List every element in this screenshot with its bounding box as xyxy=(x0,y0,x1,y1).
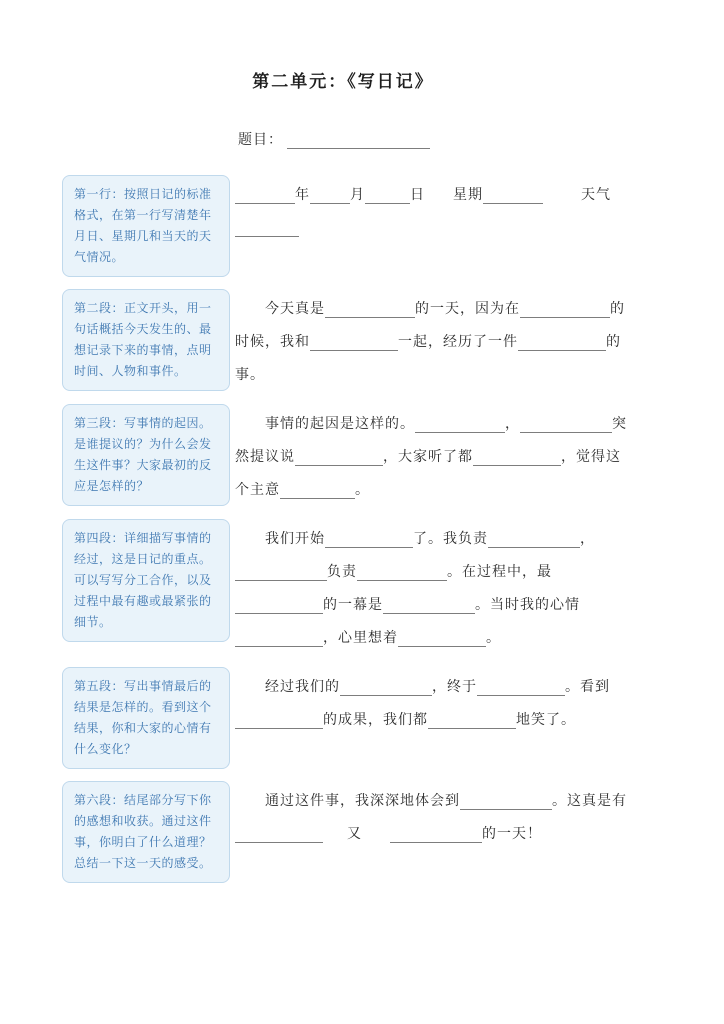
hint-text: 第六段：结尾部分写下你的感想和收获。通过这件事，你明白了什么道理？总结一下这一天的感受。 xyxy=(74,793,212,870)
para-line xyxy=(235,818,627,851)
para-line xyxy=(235,212,624,245)
para-text: 的 xyxy=(610,301,625,317)
hint-text: 第二段：正文开头，用一句话概括今天发生的、最想记录下来的事情，点明时间、人物和事件。 xyxy=(74,301,212,378)
hint-box xyxy=(62,667,230,769)
para-line xyxy=(235,179,624,212)
para-text: 的一天，因为在 xyxy=(415,301,520,317)
para-text: 日 xyxy=(410,187,425,203)
para-text: 的 xyxy=(606,334,621,350)
para-line xyxy=(235,622,624,655)
para-text: 。看到 xyxy=(565,679,610,695)
blank-field[interactable] xyxy=(520,415,612,433)
spacer xyxy=(362,837,390,838)
page-title: 第二单元：《写日记》 xyxy=(252,72,434,92)
blank-field[interactable] xyxy=(340,678,432,696)
para-line xyxy=(235,704,624,737)
para-text: 负责 xyxy=(327,564,357,580)
para-text: 。这真是有 xyxy=(552,793,627,809)
blank-field[interactable] xyxy=(295,448,383,466)
para-text: 突 xyxy=(612,416,627,432)
para-text: 。 xyxy=(355,482,370,498)
hint-text: 第三段：写事情的起因。是谁提议的？为什么会发生这件事？大家最初的反应是怎样的？ xyxy=(74,416,212,493)
blank-field[interactable] xyxy=(477,678,565,696)
blank-field[interactable] xyxy=(460,792,552,810)
para-text: 。在过程中，最 xyxy=(447,564,552,580)
paragraph xyxy=(235,175,624,245)
hint-box xyxy=(62,404,230,506)
spacer xyxy=(235,312,265,313)
para-text: 的一幕是 xyxy=(323,597,383,613)
section-row-4 xyxy=(62,519,624,655)
spacer xyxy=(543,198,581,199)
para-text: ，终于 xyxy=(432,679,477,695)
spacer xyxy=(235,427,265,428)
para-text: 。当时我的心情 xyxy=(475,597,580,613)
para-text: 今天真是 xyxy=(265,301,325,317)
para-text: 天气 xyxy=(581,187,611,203)
paragraph xyxy=(235,781,627,851)
blank-field[interactable] xyxy=(398,629,486,647)
blank-field[interactable] xyxy=(310,333,398,351)
blank-field[interactable] xyxy=(383,596,475,614)
para-text: 的一天！ xyxy=(482,826,542,842)
sections-container xyxy=(62,175,627,883)
hint-box xyxy=(62,519,230,642)
paragraph xyxy=(235,404,627,507)
para-text: 事。 xyxy=(235,367,265,383)
blank-field[interactable] xyxy=(235,629,323,647)
blank-field[interactable] xyxy=(390,825,482,843)
blank-field[interactable] xyxy=(235,711,323,729)
para-text: ，心里想着 xyxy=(323,630,398,646)
para-text: 一起，经历了一件 xyxy=(398,334,518,350)
paragraph xyxy=(235,667,624,737)
hint-box xyxy=(62,781,230,883)
paragraph xyxy=(235,289,625,392)
blank-field[interactable] xyxy=(473,448,561,466)
hint-text: 第一行：按照日记的标准格式，在第一行写清楚年月日、星期几和当天的天气情况。 xyxy=(74,187,212,264)
blank-field[interactable] xyxy=(365,186,410,204)
para-text: 的成果，我们都 xyxy=(323,712,428,728)
para-text: 我们开始 xyxy=(265,531,325,547)
para-text: 又 xyxy=(347,826,362,842)
topic-blank-field[interactable] xyxy=(287,131,430,149)
blank-field[interactable] xyxy=(235,825,323,843)
section-row-2 xyxy=(62,289,624,392)
spacer xyxy=(425,198,453,199)
para-text: 年 xyxy=(295,187,310,203)
blank-field[interactable] xyxy=(488,530,580,548)
para-text: 通过这件事，我深深地体会到 xyxy=(265,793,460,809)
para-text: 时候，我和 xyxy=(235,334,310,350)
para-text: 月 xyxy=(350,187,365,203)
blank-field[interactable] xyxy=(518,333,606,351)
para-text: 事情的起因是这样的。 xyxy=(265,416,415,432)
para-line xyxy=(235,474,627,507)
hint-box xyxy=(62,289,230,391)
para-line xyxy=(235,441,627,474)
hint-text: 第四段：详细描写事情的经过，这是日记的重点。可以写写分工合作，以及过程中最有趣或最紧张的细节。 xyxy=(74,531,212,629)
para-text: 。 xyxy=(486,630,501,646)
section-row-5 xyxy=(62,667,624,769)
para-line xyxy=(235,408,627,441)
blank-field[interactable] xyxy=(325,300,415,318)
para-text: 经过我们的 xyxy=(265,679,340,695)
para-text: ， xyxy=(505,416,520,432)
para-line xyxy=(235,589,624,622)
blank-field[interactable] xyxy=(235,596,323,614)
blank-field[interactable] xyxy=(428,711,516,729)
blank-field[interactable] xyxy=(235,563,327,581)
blank-field[interactable] xyxy=(483,186,543,204)
spacer xyxy=(235,690,265,691)
para-text: ， xyxy=(580,531,595,547)
para-line xyxy=(235,293,625,326)
spacer xyxy=(235,804,265,805)
hint-box xyxy=(62,175,230,277)
para-line xyxy=(235,523,624,556)
blank-field[interactable] xyxy=(280,481,355,499)
section-row-6 xyxy=(62,781,627,883)
topic-label: 题目： xyxy=(238,132,283,148)
paragraph xyxy=(235,519,624,655)
spacer xyxy=(323,837,347,838)
blank-field[interactable] xyxy=(520,300,610,318)
spacer xyxy=(235,542,265,543)
para-line xyxy=(235,359,625,392)
para-text: 地笑了。 xyxy=(516,712,576,728)
section-row-3 xyxy=(62,404,627,507)
blank-field[interactable] xyxy=(235,186,295,204)
para-text: ，大家听了都 xyxy=(383,449,473,465)
blank-field[interactable] xyxy=(357,563,447,581)
para-text: 了。我负责 xyxy=(413,531,488,547)
blank-field[interactable] xyxy=(310,186,350,204)
topic-row xyxy=(238,130,624,150)
hint-text: 第五段：写出事情最后的结果是怎样的。看到这个结果，你和大家的心情有什么变化？ xyxy=(74,679,212,756)
para-line xyxy=(235,326,625,359)
blank-field[interactable] xyxy=(235,219,299,237)
para-line xyxy=(235,556,624,589)
blank-field[interactable] xyxy=(415,415,505,433)
blank-field[interactable] xyxy=(325,530,413,548)
para-line xyxy=(235,671,624,704)
para-text: 星期 xyxy=(453,187,483,203)
para-text: 然提议说 xyxy=(235,449,295,465)
section-row-1 xyxy=(62,175,624,277)
para-text: ，觉得这 xyxy=(561,449,621,465)
para-text: 个主意 xyxy=(235,482,280,498)
para-line xyxy=(235,785,627,818)
